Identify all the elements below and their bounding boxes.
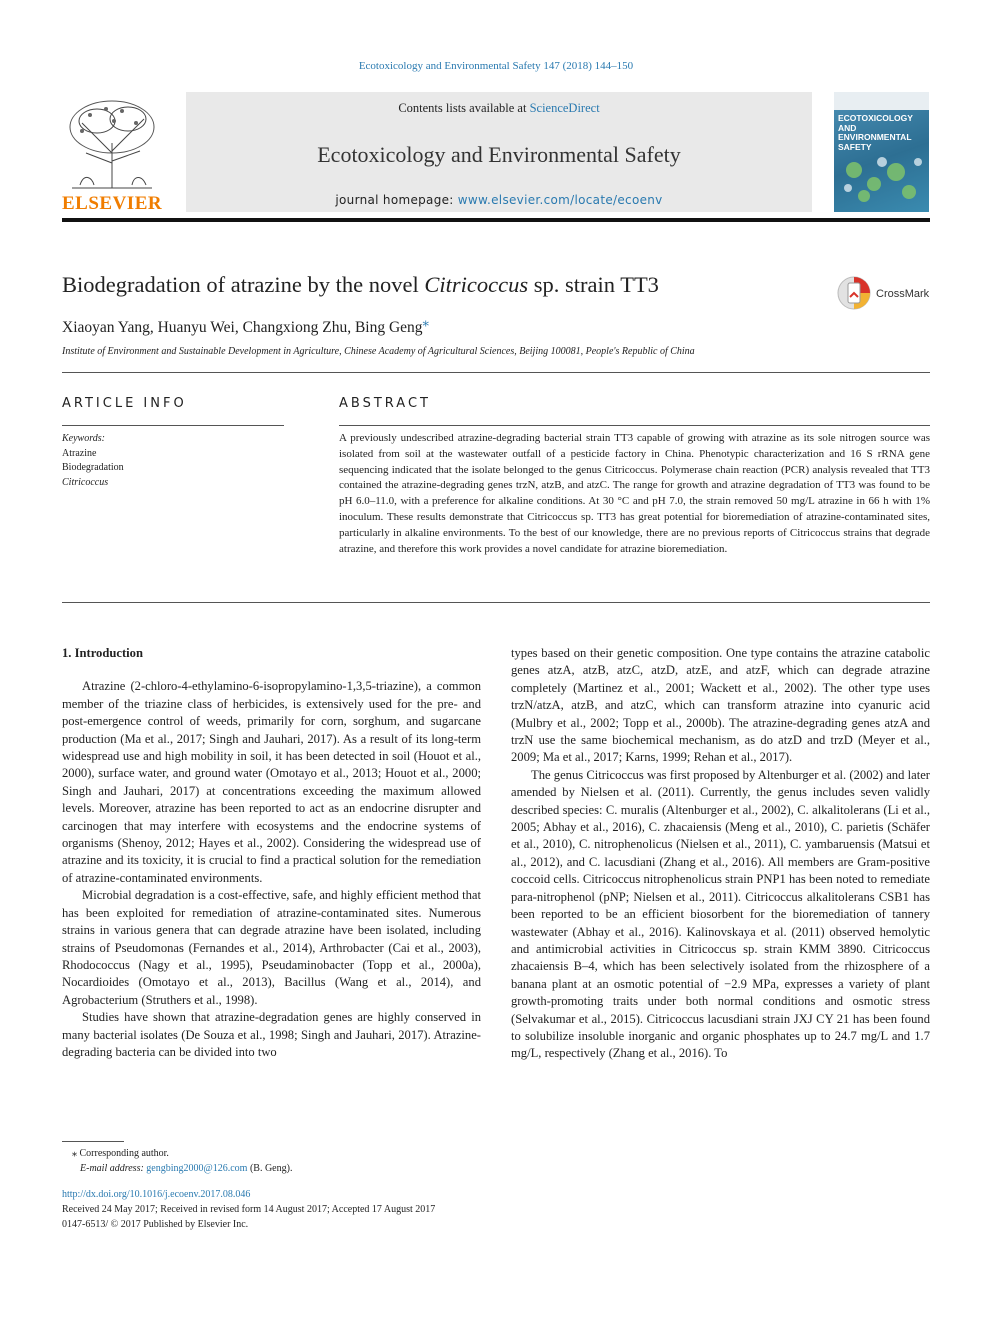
journal-cover-thumbnail[interactable] <box>834 92 929 212</box>
crossmark-badge[interactable] <box>836 275 936 311</box>
keyword-item: Citricoccus <box>62 476 109 488</box>
keyword-item: Atrazine <box>62 447 97 459</box>
article-meta <box>62 1187 582 1232</box>
article-title <box>62 272 659 298</box>
abstract-heading: ABSTRACT <box>339 396 431 411</box>
homepage-link[interactable]: www.elsevier.com/locate/ecoenv <box>457 193 663 207</box>
title-genus: Citricoccus <box>424 272 529 297</box>
body-paragraph: types based on their genetic composition. One type contains the atrazine catabolic genes atzA, atzB, atzC, atzD, atzE, and atzF, which can degrade atrazine completely (Martinez et al., 2001; Wackett et al., 2002). The other type uses trzN/atzA, atzB, and atzC, which can transform atrazine into cyanuric acid (Mulbry et al., 2002; Topp et al., 2000b). The atrazine-degrading genes atzA and trzN use the same biochemical mechanism, as do atzD and trzD (Meyer et al., 2009; Ma et al., 2017; Karns, 1999; Rehan et al., 2017). <box>511 646 930 765</box>
crossmark-icon <box>836 275 872 311</box>
body-paragraph: The genus Citricoccus was first proposed by Altenburger et al. (2002) and later amended by Nielsen et al. (2011). Currently, the genus includes seven validly described species: C. muralis (Altenburger et al., 2002), C. alkalitolerans (Li et al., 2005; Abhay et al., 2016), C. zhacaiensis (Meng et al., 2010), C. parietis (Schäfer et al., 2010), C. nitrophenolicus (Nielsen et al., 2011), C. yambaruensis (Matsui et al., 2012), and C. lacusdiani (Zhang et al., 2016). All members are Gram-positive coccoid cells. Citricoccus nitrophenolicus strain PNP1 has been noted to remediate para-nitrophenol (pNP; Nielsen et al., 2011). Citricoccus alkalitolerans CSB1 has been reported to be an efficient biosorbent for the bioremediation of tannery wastewater (Abhay et al., 2016). Kalinovskaya et al. (2011) observed hemolytic and antimicrobial activities in Citricoccus sp. strain KMM 3890. Citricoccus zhacaiensis B–4, which has been selectively isolated from the rhizosphere of a banana plant at an osmotic potential of −2.9 MPa, expresses a variety of plant growth-promoting traits under both normal conditions and osmotic stress (Selvakumar et al., 2015). Citricoccus lacusdiani strain JXJ CY 21 has been found to solubilize insoluble inorganic and organic phosphates up to 24.7 mg/L and 1.7 mg/L, respectively (Zhang et al., 2016). To <box>511 767 930 1061</box>
received-dates: Received 24 May 2017; Received in revised form 14 August 2017; Accepted 17 August 2017 <box>62 1204 436 1215</box>
divider <box>62 372 930 373</box>
journal-citation[interactable]: Ecotoxicology and Environmental Safety 147 (2018) 144–150 <box>358 60 634 72</box>
header-rule <box>62 218 930 222</box>
body-paragraph: Atrazine (2-chloro-4-ethylamino-6-isopropylamino-1,3,5-triazine), a common member of the triazine class of herbicides, is extensively used for the pre- and post-emergence control of weeds, primarily for corn, sorghum, and sugarcane production (Ma et al., 2017; Singh and Jauhari, 2017). As a result of its long-term widespread use and high mobility in soil, it has been detected in soil (Houot et al., 2000), surface water, and ground water (Omotayo et al., 2013; Houot et al., 2000; Singh and Jauhari, 2017) at concentrations exceeding the maximum allowed levels. Moreover, atrazine has been reported to act as an endocrine disrupter and carcinogen that may interfere with ecosystems and the endocrine systems of organisms (Shenoy, 2012; Hayes et al., 2002). Considering the widespread use of atrazine and its toxicity, it is crucial to find a practical solution for the remediation of atrazine-contaminated environments. <box>62 679 481 885</box>
title-part-2: sp. strain TT3 <box>528 272 659 297</box>
body-column-right <box>511 645 930 1063</box>
homepage-prefix: journal homepage: <box>335 193 458 207</box>
contents-prefix: Contents lists available at <box>398 101 530 115</box>
crossmark-label: CrossMark <box>876 288 930 300</box>
divider <box>62 602 930 603</box>
copyright: 0147-6513/ © 2017 Published by Elsevier Inc. <box>62 1219 249 1230</box>
keywords-block <box>62 432 284 490</box>
body-column-left <box>62 645 481 1061</box>
divider <box>62 425 284 426</box>
abstract-text: A previously undescribed atrazine-degrading bacterial strain TT3 capable of growing with atrazine as its sole nitrogen source was isolated from soil at the wastewater outfall of a pesticide factory in China. Phenotypic characterization and 16 S rRNA gene sequencing indicated that the isolate belonged to the genus Citricoccus. Polymerase chain reaction (PCR) analysis revealed that TT3 contained the atrazine-degrading genes trzN, atzB, and atzC. The range for growth and atrazine degradation of TT3 was found to be pH 6.0–11.0, with a preference for alkaline conditions. At 30 °C and pH 7.0, the strain removed 50 mg/L atrazine in 66 h with 1% inoculum. These results demonstrate that Citricoccus sp. TT3 has great potential for bioremediation of atrazine-contaminated sites, particularly in alkaline environments. To the best of our knowledge, there are no previous reports of Citricoccus strains that degrade atrazine, and therefore this work provides a novel candidate for atrazine bioremediation. <box>339 432 930 555</box>
email-link[interactable]: gengbing2000@126.com <box>146 1163 248 1174</box>
corresponding-author-mark[interactable]: ⁎ <box>422 314 429 329</box>
email-note <box>62 1161 562 1176</box>
doi-link[interactable]: http://dx.doi.org/10.1016/j.ecoenv.2017.08.046 <box>62 1189 251 1200</box>
article-info-heading: ARTICLE INFO <box>62 396 187 411</box>
author-list <box>62 314 429 337</box>
corresponding-author-note: ⁎ Corresponding author. <box>72 1148 169 1159</box>
keyword-item: Biodegradation <box>62 462 124 473</box>
footnotes <box>62 1146 562 1176</box>
body-paragraph: Microbial degradation is a cost-effective, safe, and highly efficient method that has been exploited for remediation of atrazine-contaminated sites. Numerous strains in various genera that can degrade atrazine have been isolated, including strains of Pseudomonas (Fernandes et al., 2014), Arthrobacter (Cai et al., 2003), Rhodococcus (Nagy et al., 1995), Pseudaminobacter (Topp et al., 2000a), Nocardioides (Omotayo et al., 2013), Bacillus (Wang et al., 2014), and Agrobacterium (Struthers et al., 1998). <box>62 888 481 1007</box>
journal-title: Ecotoxicology and Environmental Safety <box>317 142 681 167</box>
keywords-label: Keywords: <box>62 433 105 444</box>
affiliation: Institute of Environment and Sustainable Development in Agriculture, Chinese Academy of Agricultural Sciences, Beijing 100081, People's Republic of China <box>62 346 695 357</box>
footnote-rule <box>62 1141 124 1142</box>
sciencedirect-link[interactable]: ScienceDirect <box>529 101 600 115</box>
journal-homepage <box>186 193 812 207</box>
author-names: Xiaoyan Yang, Huanyu Wei, Changxiong Zhu, Bing Geng <box>62 319 423 337</box>
email-suffix: (B. Geng). <box>247 1163 293 1174</box>
cover-title: ECOTOXICOLOGY AND ENVIRONMENTAL SAFETY <box>838 113 913 152</box>
email-label: E-mail address: <box>80 1163 147 1174</box>
body-paragraph: Studies have shown that atrazine-degradation genes are highly conserved in many bacterial isolates (De Souza et al., 1998; Singh and Jauhari, 2017). Atrazine-degrading bacteria can be divided into two <box>62 1010 481 1059</box>
section-title: 1. Introduction <box>62 646 143 660</box>
divider <box>339 425 930 426</box>
title-part-1: Biodegradation of atrazine by the novel <box>62 272 425 297</box>
contents-line <box>186 101 812 116</box>
elsevier-logo-text: ELSEVIER <box>62 193 163 214</box>
